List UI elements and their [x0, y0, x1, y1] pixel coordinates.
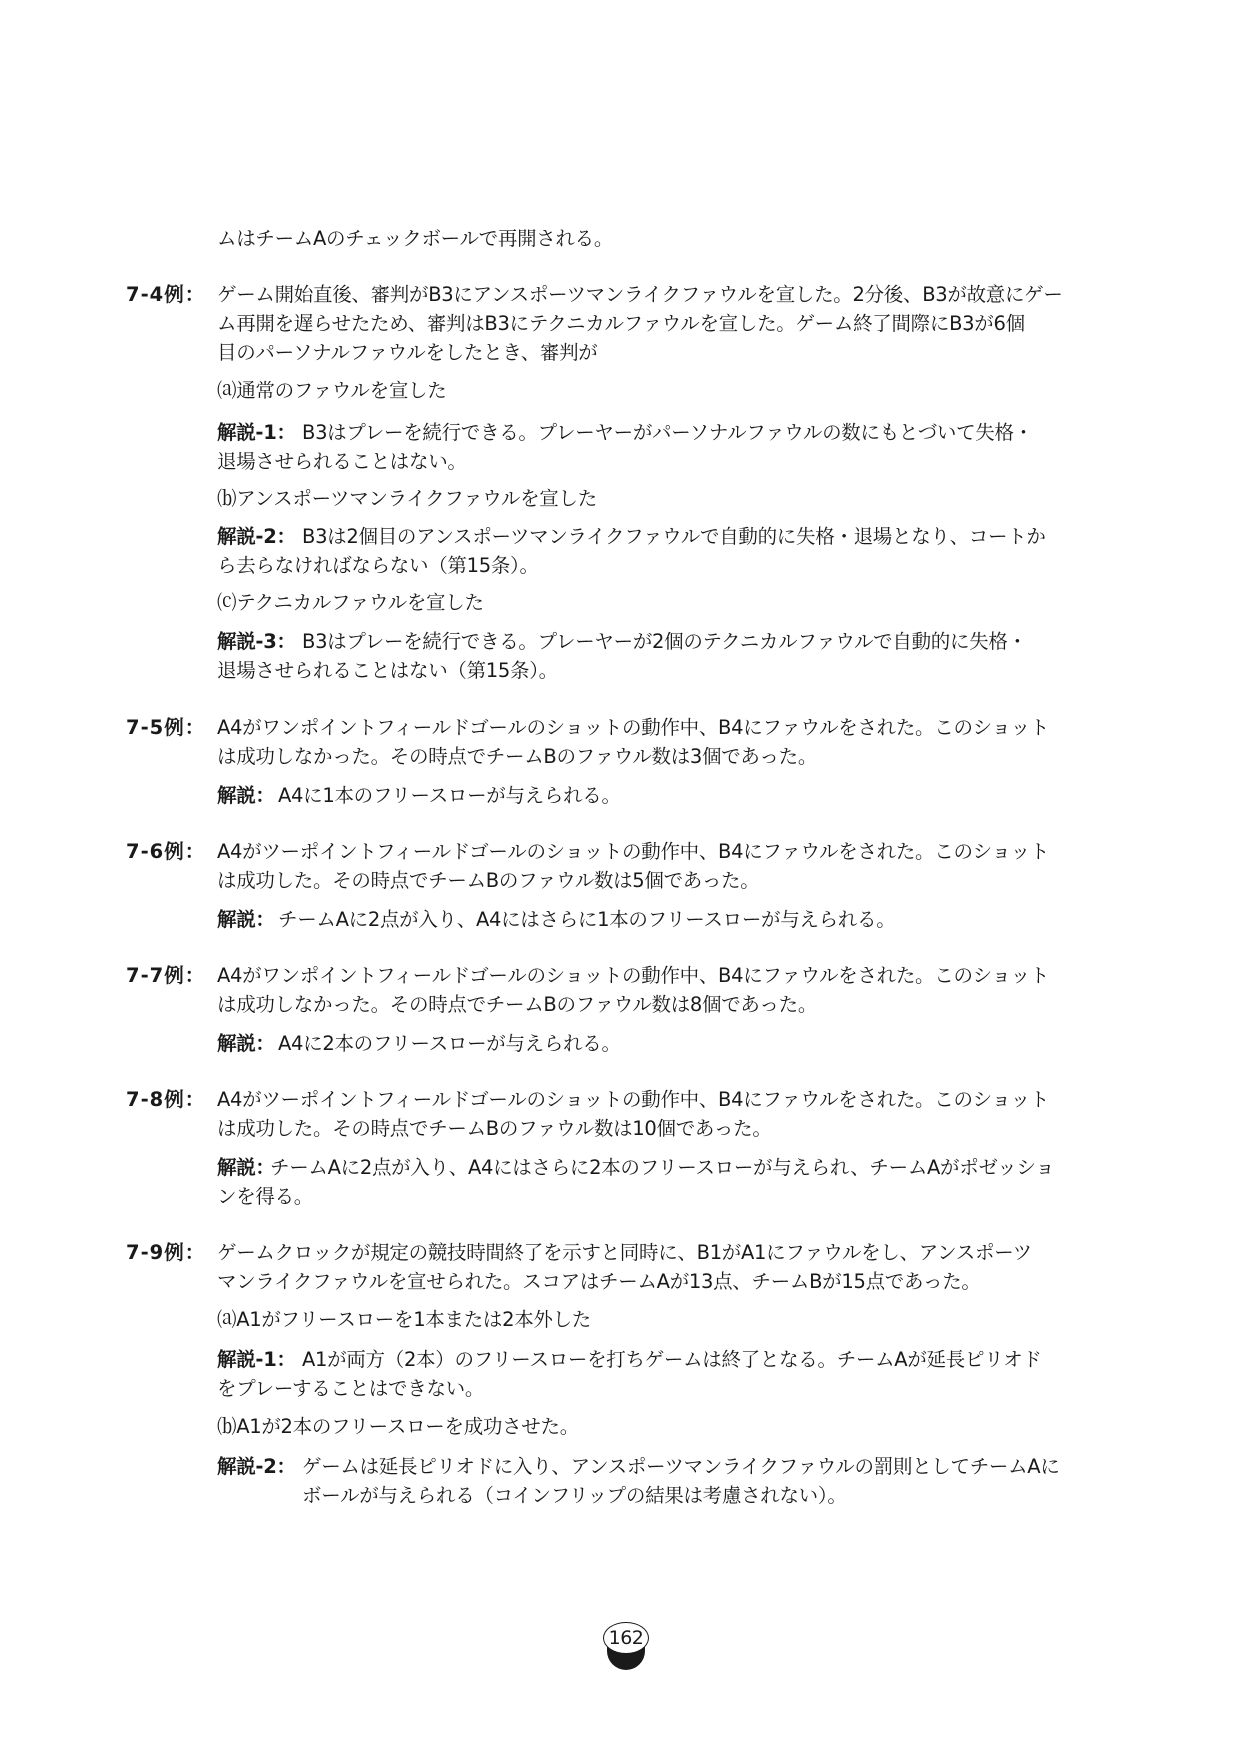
example-7-9-commentary-2-label: 解説-2： [217, 1455, 296, 1478]
example-7-5-commentary-line1: A4に1本のフリースローが与えられる。 [278, 784, 621, 807]
example-7-9-commentary-1-line2: をプレーすることはできない。 [217, 1377, 485, 1400]
example-7-6-commentary-label: 解説： [217, 908, 275, 931]
example-7-9-commentary-1-line1: A1が両方（2本）のフリースローを打ちゲームは終了となる。チームAが延長ピリオド [302, 1348, 1042, 1371]
continuation-text: ムはチームAのチェックボールで再開される。 [217, 227, 614, 250]
example-7-5-line2: は成功しなかった。その時点でチームBのファウル数は3個であった。 [217, 745, 818, 768]
example-7-6-line2: は成功した。その時点でチームBのファウル数は5個であった。 [217, 869, 760, 892]
example-7-8-line1: A4がツーポイントフィールドゴールのショットの動作中、B4にファウルをされた。このショット [217, 1088, 1050, 1111]
example-7-4-commentary-1-line2: 退場させられることはない。 [217, 450, 467, 473]
example-7-9-commentary-1-label: 解説-1： [217, 1348, 296, 1371]
example-7-7-label: 7-7例： [126, 964, 206, 987]
example-7-9-line1: ゲームクロックが規定の競技時間終了を示すと同時に、B1がA1にファウルをし、アンスポーツ [217, 1241, 1032, 1264]
example-7-7-line2: は成功しなかった。その時点でチームBのファウル数は8個であった。 [217, 993, 818, 1016]
example-7-4-label: 7-4例： [126, 283, 206, 306]
example-7-4-commentary-1-label: 解説-1： [217, 421, 296, 444]
example-7-5-commentary-label: 解説： [217, 784, 275, 807]
example-7-6-line1: A4がツーポイントフィールドゴールのショットの動作中、B4にファウルをされた。このショット [217, 840, 1050, 863]
example-7-7-commentary-line1: A4に2本のフリースローが与えられる。 [278, 1032, 621, 1055]
example-7-6-commentary-line1: チームAに2点が入り、A4にはさらに1本のフリースローが与えられる。 [278, 908, 896, 931]
example-7-8-commentary-line2: ンを得る。 [217, 1185, 314, 1208]
example-7-4-line1: ゲーム開始直後、審判がB3にアンスポーツマンライクファウルを宣した。2分後、B3が故意にゲー [217, 283, 1063, 306]
example-7-4-commentary-1-line1: B3はプレーを続行できる。プレーヤーがパーソナルファウルの数にもとづいて失格・ [302, 421, 1033, 444]
example-7-8-line2: は成功した。その時点でチームBのファウル数は10個であった。 [217, 1117, 772, 1140]
example-7-4-case-b: ⒝アンスポーツマンライクファウルを宣した [217, 487, 597, 510]
example-7-9-commentary-2-line2: ボールが与えられる（コインフリップの結果は考慮されない）。 [302, 1484, 847, 1507]
page-number: 162 [603, 1622, 649, 1654]
example-7-9-case-b: ⒝A1が2本のフリースローを成功させた。 [217, 1415, 579, 1438]
example-7-6-label: 7-6例： [126, 840, 206, 863]
example-7-9-line2: マンライクファウルを宣せられた。スコアはチームAが13点、チームBが15点であった。 [217, 1270, 981, 1293]
example-7-9-commentary-2-line1: ゲームは延長ピリオドに入り、アンスポーツマンライクファウルの罰則としてチームAに [302, 1455, 1060, 1478]
example-7-8-commentary-label: 解説： [217, 1156, 275, 1179]
example-7-4-commentary-2-line1: B3は2個目のアンスポーツマンライクファウルで自動的に失格・退場となり、コートか [302, 525, 1046, 548]
example-7-7-commentary-label: 解説： [217, 1032, 275, 1055]
example-7-4-commentary-3-line2: 退場させられることはない（第15条）。 [217, 659, 558, 682]
example-7-8-commentary-line1: チームAに2点が入り、A4にはさらに2本のフリースローが与えられ、チームAがポゼッショ [270, 1156, 1055, 1179]
page-number-badge [603, 1622, 649, 1670]
example-7-9-case-a: ⒜A1がフリースローを1本または2本外した [217, 1308, 592, 1331]
example-7-4-commentary-3-label: 解説-3： [217, 630, 296, 653]
example-7-4-case-c: ⒞テクニカルファウルを宣した [217, 591, 484, 614]
example-7-8-label: 7-8例： [126, 1088, 206, 1111]
example-7-4-commentary-2-label: 解説-2： [217, 525, 296, 548]
example-7-4-case-a: ⒜通常のファウルを宣した [217, 379, 447, 402]
example-7-4-commentary-3-line1: B3はプレーを続行できる。プレーヤーが2個のテクニカルファウルで自動的に失格・ [302, 630, 1027, 653]
example-7-9-label: 7-9例： [126, 1241, 206, 1264]
example-7-5-line1: A4がワンポイントフィールドゴールのショットの動作中、B4にファウルをされた。このショット [217, 716, 1050, 739]
example-7-4-commentary-2-line2: ら去らなければならない（第15条）。 [217, 554, 539, 577]
example-7-4-line2: ム再開を遅らせたため、審判はB3にテクニカルファウルを宣した。ゲーム終了間際にB3が6個 [217, 312, 1025, 335]
example-7-4-line3: 目のパーソナルファウルをしたとき、審判が [217, 341, 598, 364]
example-7-5-label: 7-5例： [126, 716, 206, 739]
example-7-7-line1: A4がワンポイントフィールドゴールのショットの動作中、B4にファウルをされた。このショット [217, 964, 1050, 987]
